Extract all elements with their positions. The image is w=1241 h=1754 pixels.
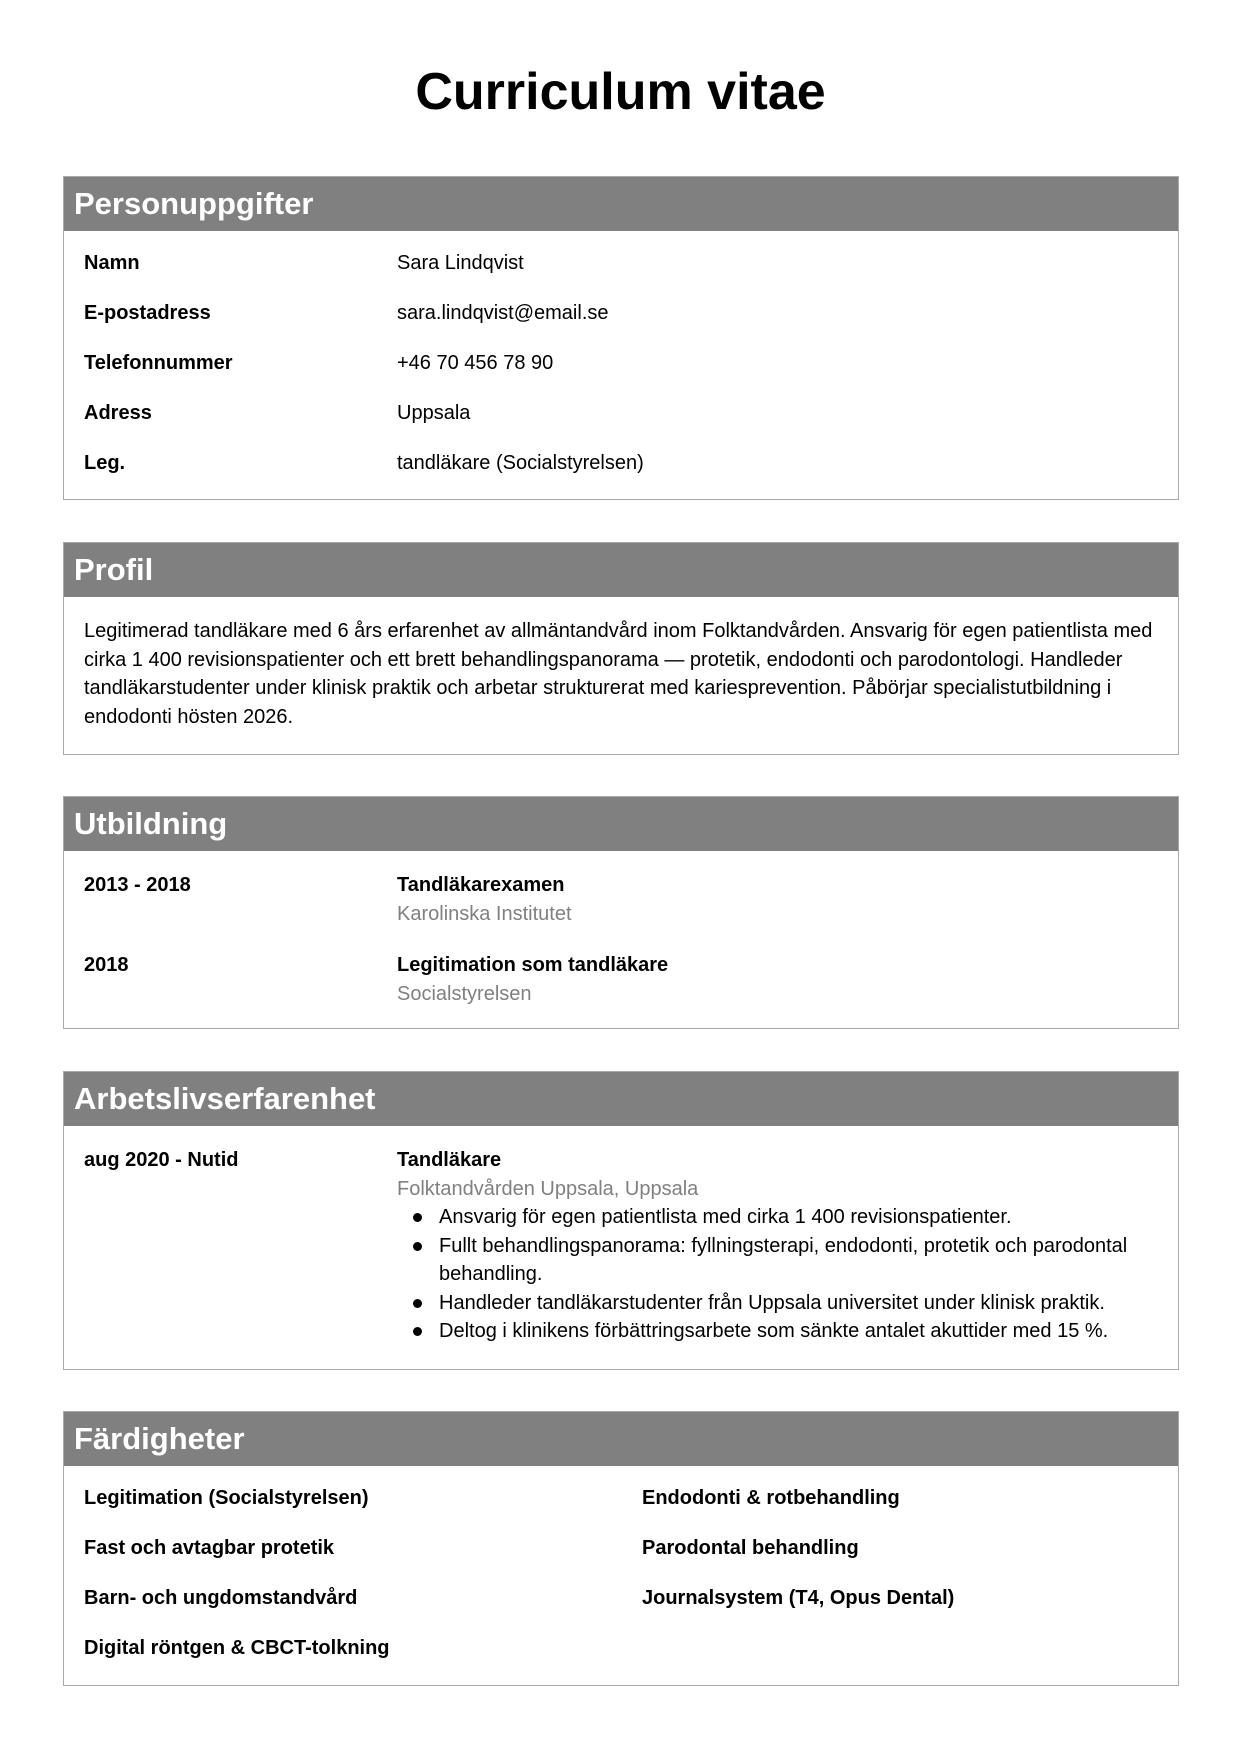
experience-entry — [84, 1146, 1158, 1346]
education-entry — [84, 951, 1158, 1008]
skills-grid — [64, 1466, 1178, 1686]
list-item — [397, 1289, 1158, 1318]
entry-date: 2013 - 2018 — [84, 874, 191, 896]
field-value: sara.lindqvist@email.se — [397, 302, 609, 324]
entry-organization: Folktandvården Uppsala, Uppsala — [397, 1177, 699, 1200]
skill-item: Parodontal behandling — [642, 1537, 859, 1559]
list-item — [397, 1317, 1158, 1346]
section-heading-education: Utbildning — [64, 797, 1178, 851]
entry-organization: Karolinska Institutet — [397, 902, 572, 925]
field-value: tandläkare (Socialstyrelsen) — [397, 452, 644, 474]
personal-row-license — [84, 451, 1158, 501]
section-heading-personal: Personuppgifter — [64, 177, 1178, 231]
section-heading-skills: Färdigheter — [64, 1412, 1178, 1466]
field-value: +46 70 456 78 90 — [397, 352, 554, 374]
list-item — [397, 1232, 1158, 1289]
personal-row-name — [84, 251, 1158, 301]
skill-item: Digital röntgen & CBCT-tolkning — [84, 1637, 390, 1659]
section-heading-experience: Arbetslivserfarenhet — [64, 1072, 1178, 1126]
entry-title: Legitimation som tandläkare — [397, 954, 669, 976]
list-item-text: Deltog i klinikens förbättringsarbete som sänkte antalet akuttider med 15 %. — [439, 1320, 1109, 1342]
entry-date: 2018 — [84, 954, 129, 976]
bullet-icon — [413, 1299, 422, 1308]
personal-row-email — [84, 301, 1158, 351]
bullet-icon — [413, 1213, 422, 1222]
field-label: E-postadress — [84, 302, 211, 324]
profile-section — [63, 542, 1179, 755]
skills-section — [63, 1411, 1179, 1686]
field-label: Namn — [84, 252, 140, 274]
list-item-text: Handleder tandläkarstudenter från Uppsala universitet under klinisk praktik. — [439, 1291, 1105, 1314]
skill-item: Legitimation (Socialstyrelsen) — [84, 1487, 369, 1509]
personal-info-section — [63, 176, 1179, 500]
field-label: Leg. — [84, 452, 126, 474]
entry-title: Tandläkarexamen — [397, 874, 565, 896]
list-item-text: Ansvarig för egen patientlista med cirka 1 400 revisionspatienter. — [439, 1206, 1012, 1228]
education-entry — [84, 871, 1158, 951]
responsibility-list — [397, 1203, 1158, 1346]
experience-section — [63, 1071, 1179, 1370]
entry-organization: Socialstyrelsen — [397, 982, 532, 1005]
skill-item: Endodonti & rotbehandling — [642, 1487, 900, 1509]
skill-item: Barn- och ungdomstandvård — [84, 1587, 358, 1609]
profile-text: Legitimerad tandläkare med 6 års erfarenhet av allmäntandvård inom Folktandvården. Ansvarig för egen patientlista med cirka 1 400 revisionspatienter och ett brett behandlingspanorama — protetik, endodonti och parodontologi. Handleder tandläkarstudenter under klinisk praktik och arbetar strukturerat med kariesprevention. Påbörjar specialistutbildning i endodonti hösten 2026. — [84, 620, 1153, 728]
page-title: Curriculum vitae — [415, 63, 826, 121]
personal-row-address — [84, 401, 1158, 451]
education-section — [63, 796, 1179, 1029]
entry-title: Tandläkare — [397, 1149, 502, 1171]
list-item-text: Fullt behandlingspanorama: fyllningsterapi, endodonti, protetik och parodontal behandling. — [439, 1234, 1128, 1285]
section-heading-profile: Profil — [64, 543, 1178, 597]
field-value: Sara Lindqvist — [397, 252, 524, 274]
personal-row-phone — [84, 351, 1158, 401]
bullet-icon — [413, 1327, 422, 1336]
field-value: Uppsala — [397, 402, 471, 424]
field-label: Telefonnummer — [84, 352, 233, 374]
list-item — [397, 1203, 1158, 1232]
bullet-icon — [413, 1242, 422, 1251]
entry-date: aug 2020 - Nutid — [84, 1149, 239, 1171]
skill-item: Journalsystem (T4, Opus Dental) — [642, 1587, 955, 1609]
field-label: Adress — [84, 402, 152, 424]
skill-item: Fast och avtagbar protetik — [84, 1537, 335, 1559]
